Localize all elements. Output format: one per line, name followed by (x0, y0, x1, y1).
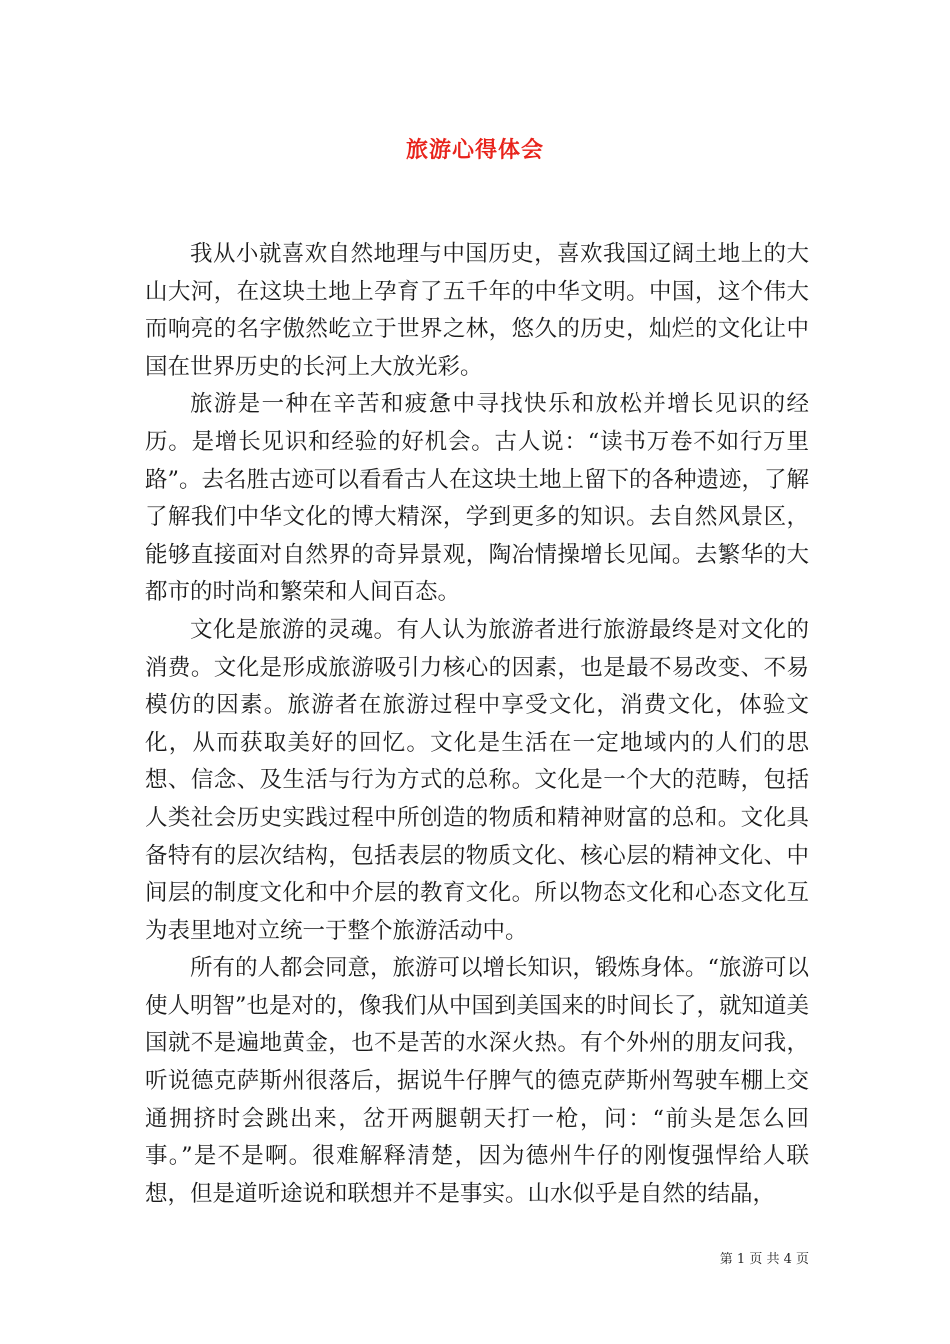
document-title: 旅游心得体会 (405, 137, 544, 163)
page-number-footer: 第 1 页 共 4 页 (719, 1252, 809, 1267)
paragraph-2: 旅游是一种在辛苦和疲惫中寻找快乐和放松并增长见识的经历。是增长见识和经验的好机会。古人说：“读书万卷不如行万里路”。去名胜古迹可以看看古人在这块土地上留下的各种遗迹，了解了解我们中华文化的博大精深，学到更多的知识。去自然风景区，能够直接面对自然界的奇异景观，陶冶情操增长见闻。去繁华的大都市的时尚和繁荣和人间百态。 (145, 391, 810, 606)
document-body (145, 236, 809, 1213)
paragraph-1: 我从小就喜欢自然地理与中国历史，喜欢我国辽阔土地上的大山大河，在这块土地上孕育了五千年的中华文明。中国，这个伟大而响亮的名字傲然屹立于世界之林，悠久的历史，灿烂的文化让中国在世界历史的长河上大放光彩。 (145, 241, 809, 380)
paragraph-3: 文化是旅游的灵魂。有人认为旅游者进行旅游最终是对文化的消费。文化是形成旅游吸引力核心的因素，也是最不易改变、不易模仿的因素。旅游者在旅游过程中享受文化，消费文化，体验文化，从而获取美好的回忆。文化是生活在一定地域内的人们的思想、信念、及生活与行为方式的总称。文化是一个大的范畴，包括人类社会历史实践过程中所创造的物质和精神财富的总和。文化具备特有的层次结构，包括表层的物质文化、核心层的精神文化、中间层的制度文化和中介层的教育文化。所以物态文化和心态文化互为表里地对立统一于整个旅游活动中。 (145, 616, 809, 944)
paragraph-4: 所有的人都会同意，旅游可以增长知识，锻炼身体。“旅游可以使人明智”也是对的，像我们从中国到美国来的时间长了，就知道美国就不是遍地黄金，也不是苦的水深火热。有个外州的朋友问我，听说德克萨斯州很落后，据说牛仔脾气的德克萨斯州驾驶车棚上交通拥挤时会跳出来，岔开两腿朝天打一枪，问：“前头是怎么回事。”是不是啊。很难解释清楚，因为德州牛仔的刚愎强悍给人联想，但是道听途说和联想并不是事实。山水似乎是自然的结晶， (145, 955, 810, 1207)
